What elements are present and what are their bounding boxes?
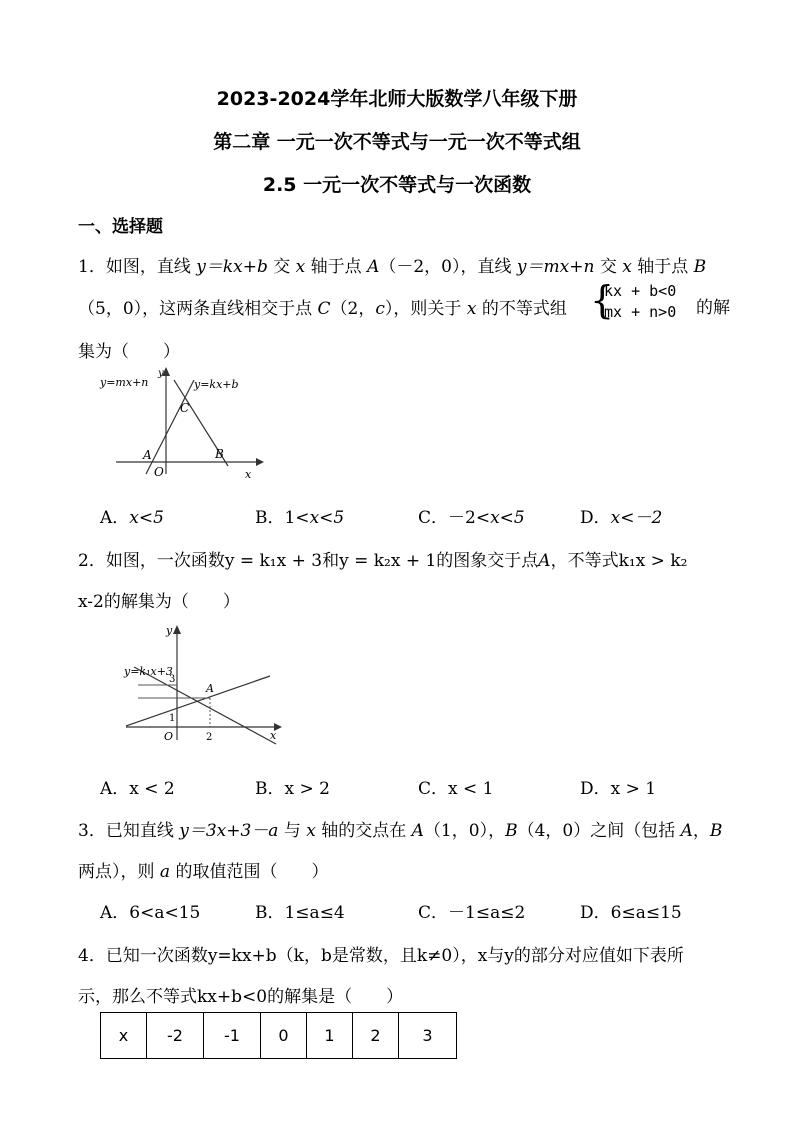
q2-option-a[interactable]: A．x < 2 (100, 779, 175, 799)
q3-option-d[interactable]: D．6≤a≤15 (580, 903, 682, 923)
q2-y-arrow (173, 625, 181, 634)
table-cell: -1 (204, 1013, 261, 1059)
table-cell: 3 (399, 1013, 457, 1059)
q1-option-b[interactable]: B．1<x<5 (255, 508, 345, 528)
q1-label-O: O (154, 465, 164, 479)
doc-title: 2023-2024学年北师大版数学八年级下册 (216, 88, 578, 110)
table-cell: 0 (261, 1013, 307, 1059)
table-row (101, 1013, 457, 1059)
chapter-title: 第二章 一元一次不等式与一元一次不等式组 (213, 131, 581, 153)
q3-option-c[interactable]: C．－1≤a≤2 (418, 903, 526, 923)
q1-label-x: x (245, 468, 252, 481)
q1-inequality-system (590, 278, 740, 326)
q2-tick-1: 1 (169, 713, 176, 724)
lesson-title: 2.5 一元一次不等式与一次函数 (262, 174, 532, 196)
table-cell-header: x (101, 1013, 147, 1059)
q3-line1: 3．已知直线 y＝3x+3－a 与 x 轴的交点在 A（1，0），B（4，0）之间（包括 A，B (78, 821, 723, 841)
q2-label-x: x (270, 729, 277, 742)
q2-figure (116, 620, 286, 750)
brace-symbol: { (590, 278, 615, 322)
q1-line3: 集为（ ） (78, 342, 180, 362)
q2-label-A: A (206, 682, 214, 695)
q1-label-A: A (143, 448, 152, 462)
q2-line-k2x-1 (126, 676, 270, 726)
q2-label-O: O (164, 730, 174, 743)
q1-figure (96, 362, 266, 484)
q4-line1: 4．已知一次函数y=kx+b（k，b是常数，且k≠0），x与y的部分对应值如下表所 (78, 946, 684, 966)
q3-option-b[interactable]: B．1≤a≤4 (255, 903, 345, 923)
table-cell: 1 (307, 1013, 353, 1059)
q1-option-d[interactable]: D．x<－2 (580, 508, 663, 528)
q2-option-c[interactable]: C．x < 1 (418, 779, 494, 799)
q1-label-mx: y=mx+n (100, 376, 149, 389)
q2-line1: 2．如图，一次函数y = k₁x + 3和y = k₂x + 1的图象交于点A，不等式k₁x > k₂ (78, 551, 688, 571)
q2-line-k1x-3 (134, 667, 276, 744)
q1-label-C: C (180, 401, 190, 415)
q3-option-a[interactable]: A．6<a<15 (100, 903, 201, 923)
q1-line2: （5，0），这两条直线相交于点 C（2，c），则关于 x 的不等式组 (78, 299, 567, 319)
table-cell: 2 (353, 1013, 399, 1059)
q2-line2: x-2的解集为（ ） (78, 592, 240, 612)
q1-option-a[interactable]: A．x<5 (100, 508, 164, 528)
q4-line2: 示，那么不等式kx+b<0的解集是（ ） (78, 987, 404, 1007)
q4-value-table (100, 1012, 457, 1059)
q1-line1: 1．如图，直线 y＝kx+b 交 x 轴于点 A（－2，0），直线 y＝mx+n 交 x 轴于点 B (78, 257, 707, 277)
q1-label-kx: y=kx+b (194, 378, 239, 391)
q3-line2: 两点），则 a 的取值范围（ ） (78, 862, 329, 882)
q1-option-c[interactable]: C．－2<x<5 (418, 508, 525, 528)
q2-tick-2: 2 (206, 732, 213, 743)
system-row-1: kx + b<0 (604, 282, 677, 300)
q2-label-y: y (166, 624, 173, 637)
system-tail: 的解 (696, 298, 730, 318)
q1-label-B: B (215, 447, 224, 461)
q2-label-line: y=k₁x+3 (124, 665, 173, 678)
q2-option-b[interactable]: B．x > 2 (255, 779, 330, 799)
q2-option-d[interactable]: D．x > 1 (580, 779, 657, 799)
system-row-2: mx + n>0 (604, 303, 677, 321)
table-cell: -2 (147, 1013, 204, 1059)
section-heading: 一、选择题 (78, 217, 163, 237)
q1-x-arrow (256, 458, 264, 466)
q1-label-y: y (158, 368, 164, 379)
q2-tick-3: 3 (169, 674, 176, 685)
q1-line-kx-b (146, 380, 194, 474)
